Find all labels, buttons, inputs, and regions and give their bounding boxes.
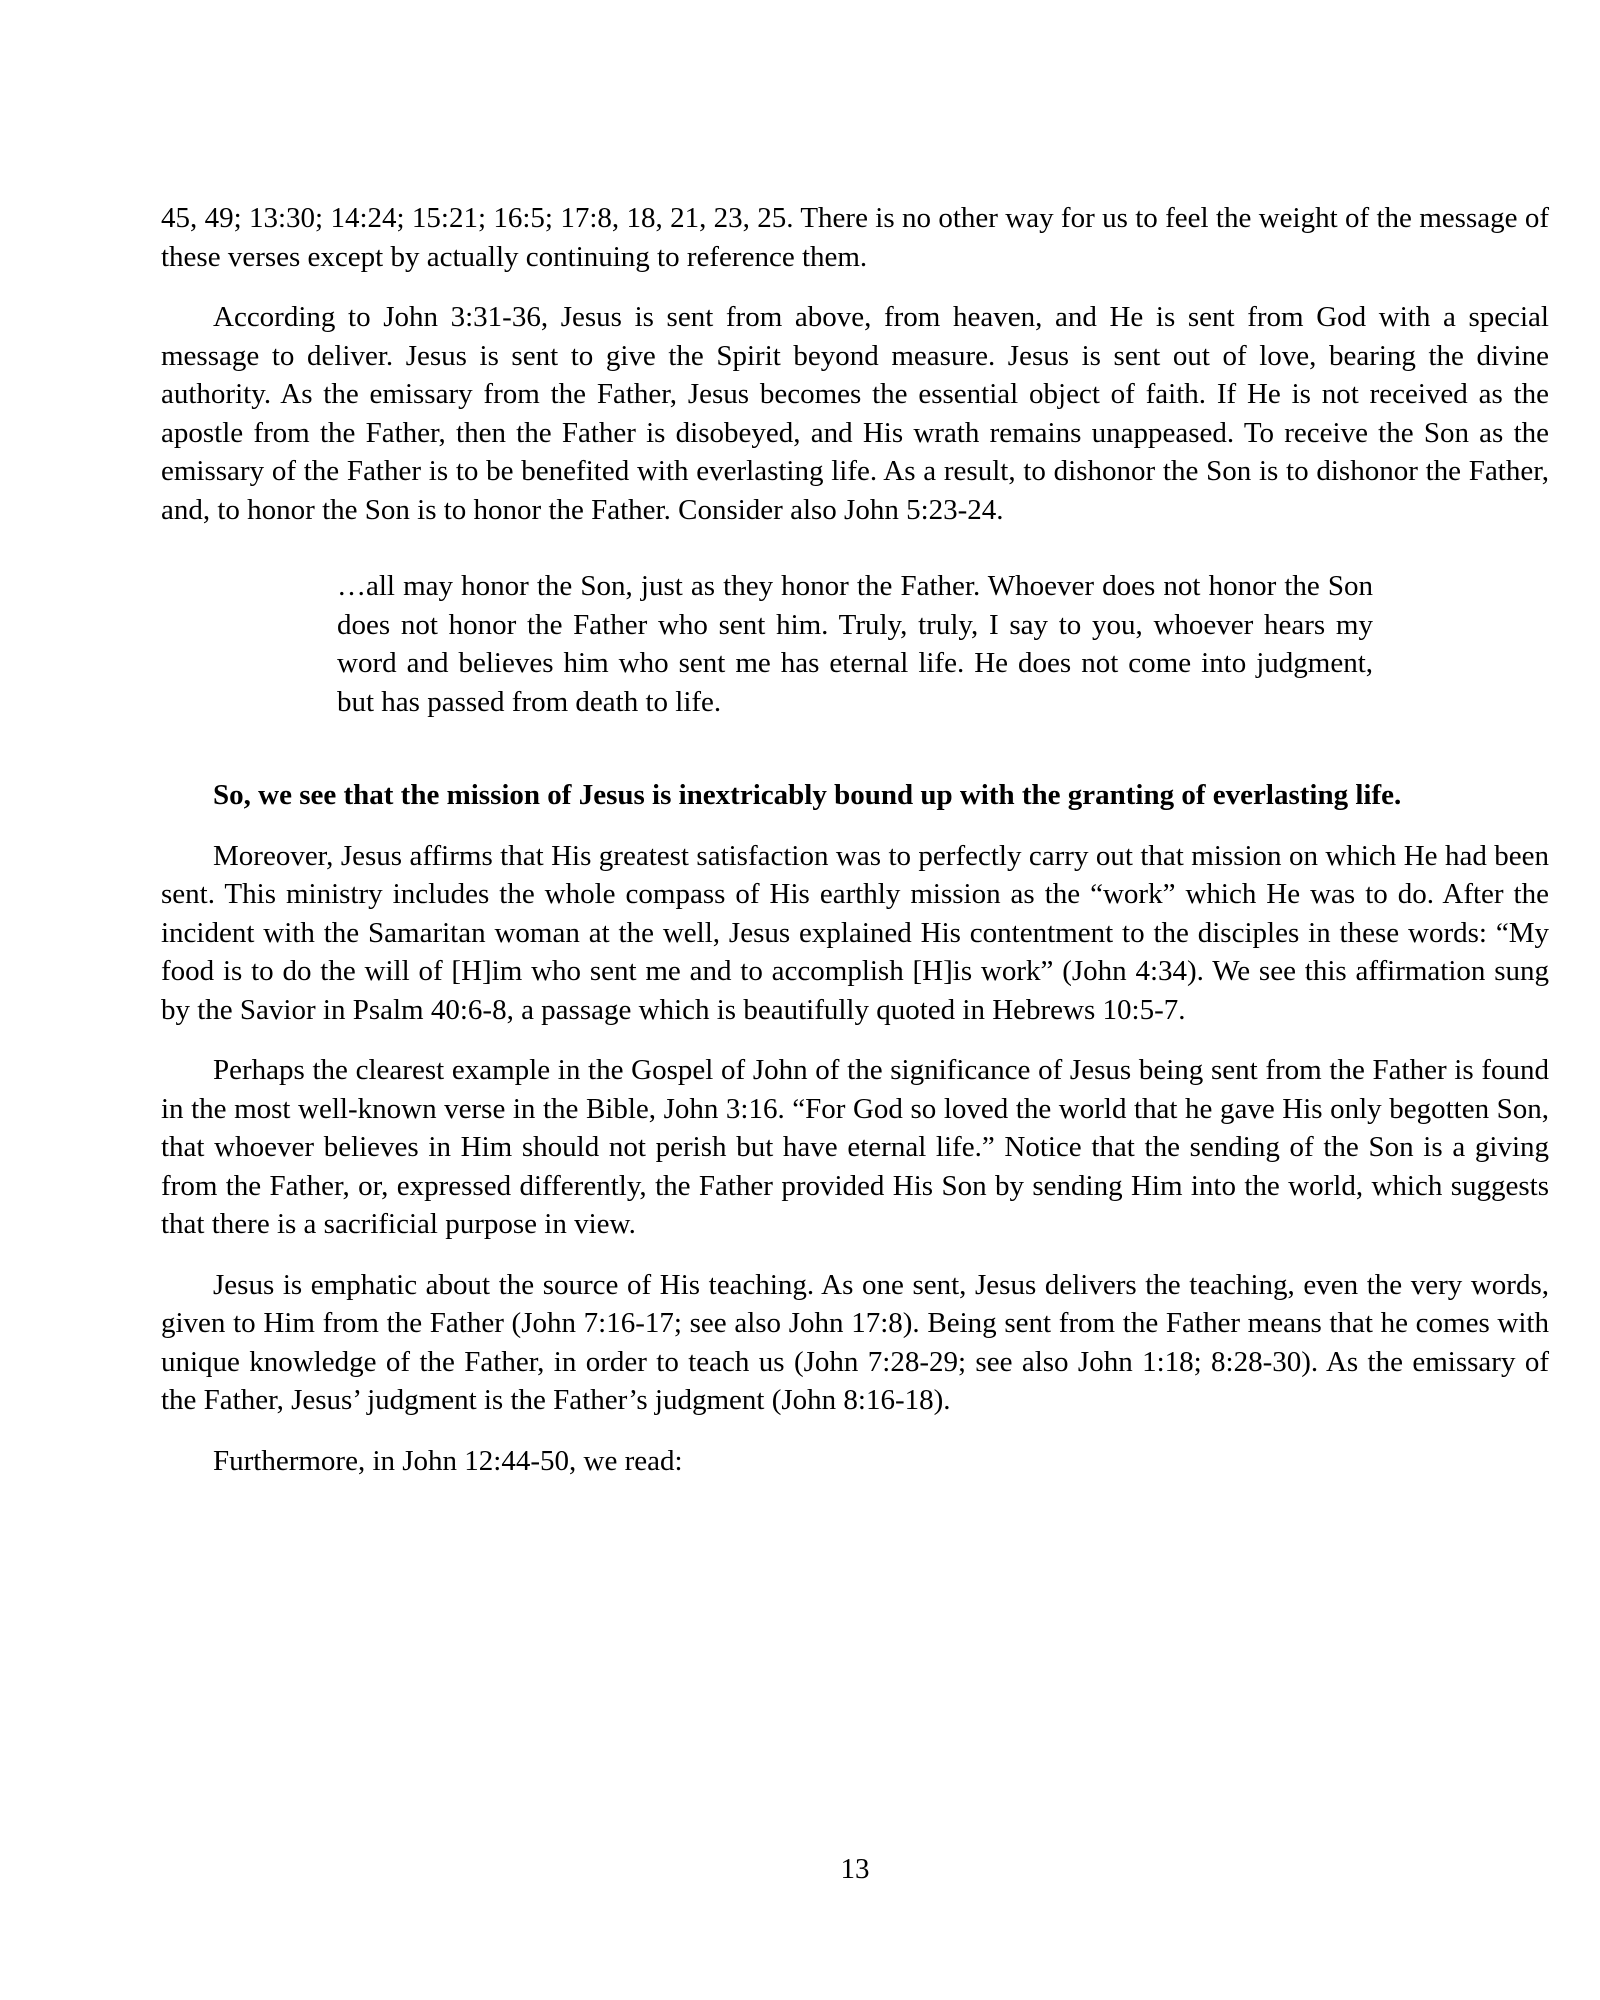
body-paragraph: Perhaps the clearest example in the Gospel of John of the significance of Jesus being sent from the Father is found in the most well-known verse in the Bible, John 3:16. “For God so loved the world that he gave His only begotten Son, that whoever believes in Him should not perish but have eternal life.” Notice that the sending of the Son is a giving from the Father, or, expressed differently, the Father provided His Son by sending Him into the world, which suggests that there is a sacrificial purpose in view. [161, 1054, 1549, 1240]
body-paragraph: According to John 3:31-36, Jesus is sent from above, from heaven, and He is sent from God with a special message to deliver. Jesus is sent to give the Spirit beyond measure. Jesus is sent out of love, bearing the divine authority. As the emissary from the Father, Jesus becomes the essential object of faith. If He is not received as the apostle from the Father, then the Father is disobeyed, and His wrath remains unappeased. To receive the Son as the emissary of the Father is to be benefited with everlasting life. As a result, to dishonor the Son is to dishonor the Father, and, to honor the Son is to honor the Father. Consider also John 5:23-24. [161, 301, 1549, 526]
body-paragraph: Furthermore, in John 12:44-50, we read: [213, 1444, 683, 1477]
body-paragraph: 45, 49; 13:30; 14:24; 15:21; 16:5; 17:8, 18, 21, 23, 25. There is no other way for us to feel the weight of the message of these verses except by actually continuing to reference them. [161, 202, 1549, 273]
document-page [161, 199, 1549, 1502]
body-paragraph: Moreover, Jesus affirms that His greatest satisfaction was to perfectly carry out that mission on which He had been sent. This ministry includes the whole compass of His earthly mission as the “work” which He was to do. After the incident with the Samaritan woman at the well, Jesus explained His contentment to the disciples in these words: “My food is to do the will of [H]im who sent me and to accomplish [H]is work” (John 4:34). We see this affirmation sung by the Savior in Psalm 40:6-8, a passage which is beautifully quoted in Hebrews 10:5-7. [161, 839, 1549, 1026]
body-paragraph: Jesus is emphatic about the source of His teaching. As one sent, Jesus delivers the teaching, even the very words, given to Him from the Father (John 7:16-17; see also John 17:8). Being sent from the Father means that he comes with unique knowledge of the Father, in order to teach us (John 7:28-29; see also John 1:18; 8:28-30). As the emissary of the Father, Jesus’ judgment is the Father’s judgment (John 8:16-18). [161, 1268, 1549, 1416]
emphasis-paragraph: So, we see that the mission of Jesus is inextricably bound up with the granting of everlasting life. [213, 779, 1402, 811]
scripture-quote: …all may honor the Son, just as they honor the Father. Whoever does not honor the Son does not honor the Father who sent him. Truly, truly, I say to you, whoever hears my word and believes him who sent me has eternal life. He does not come into judgment, but has passed from death to life. [337, 570, 1373, 718]
page-number: 13 [840, 1853, 870, 1885]
